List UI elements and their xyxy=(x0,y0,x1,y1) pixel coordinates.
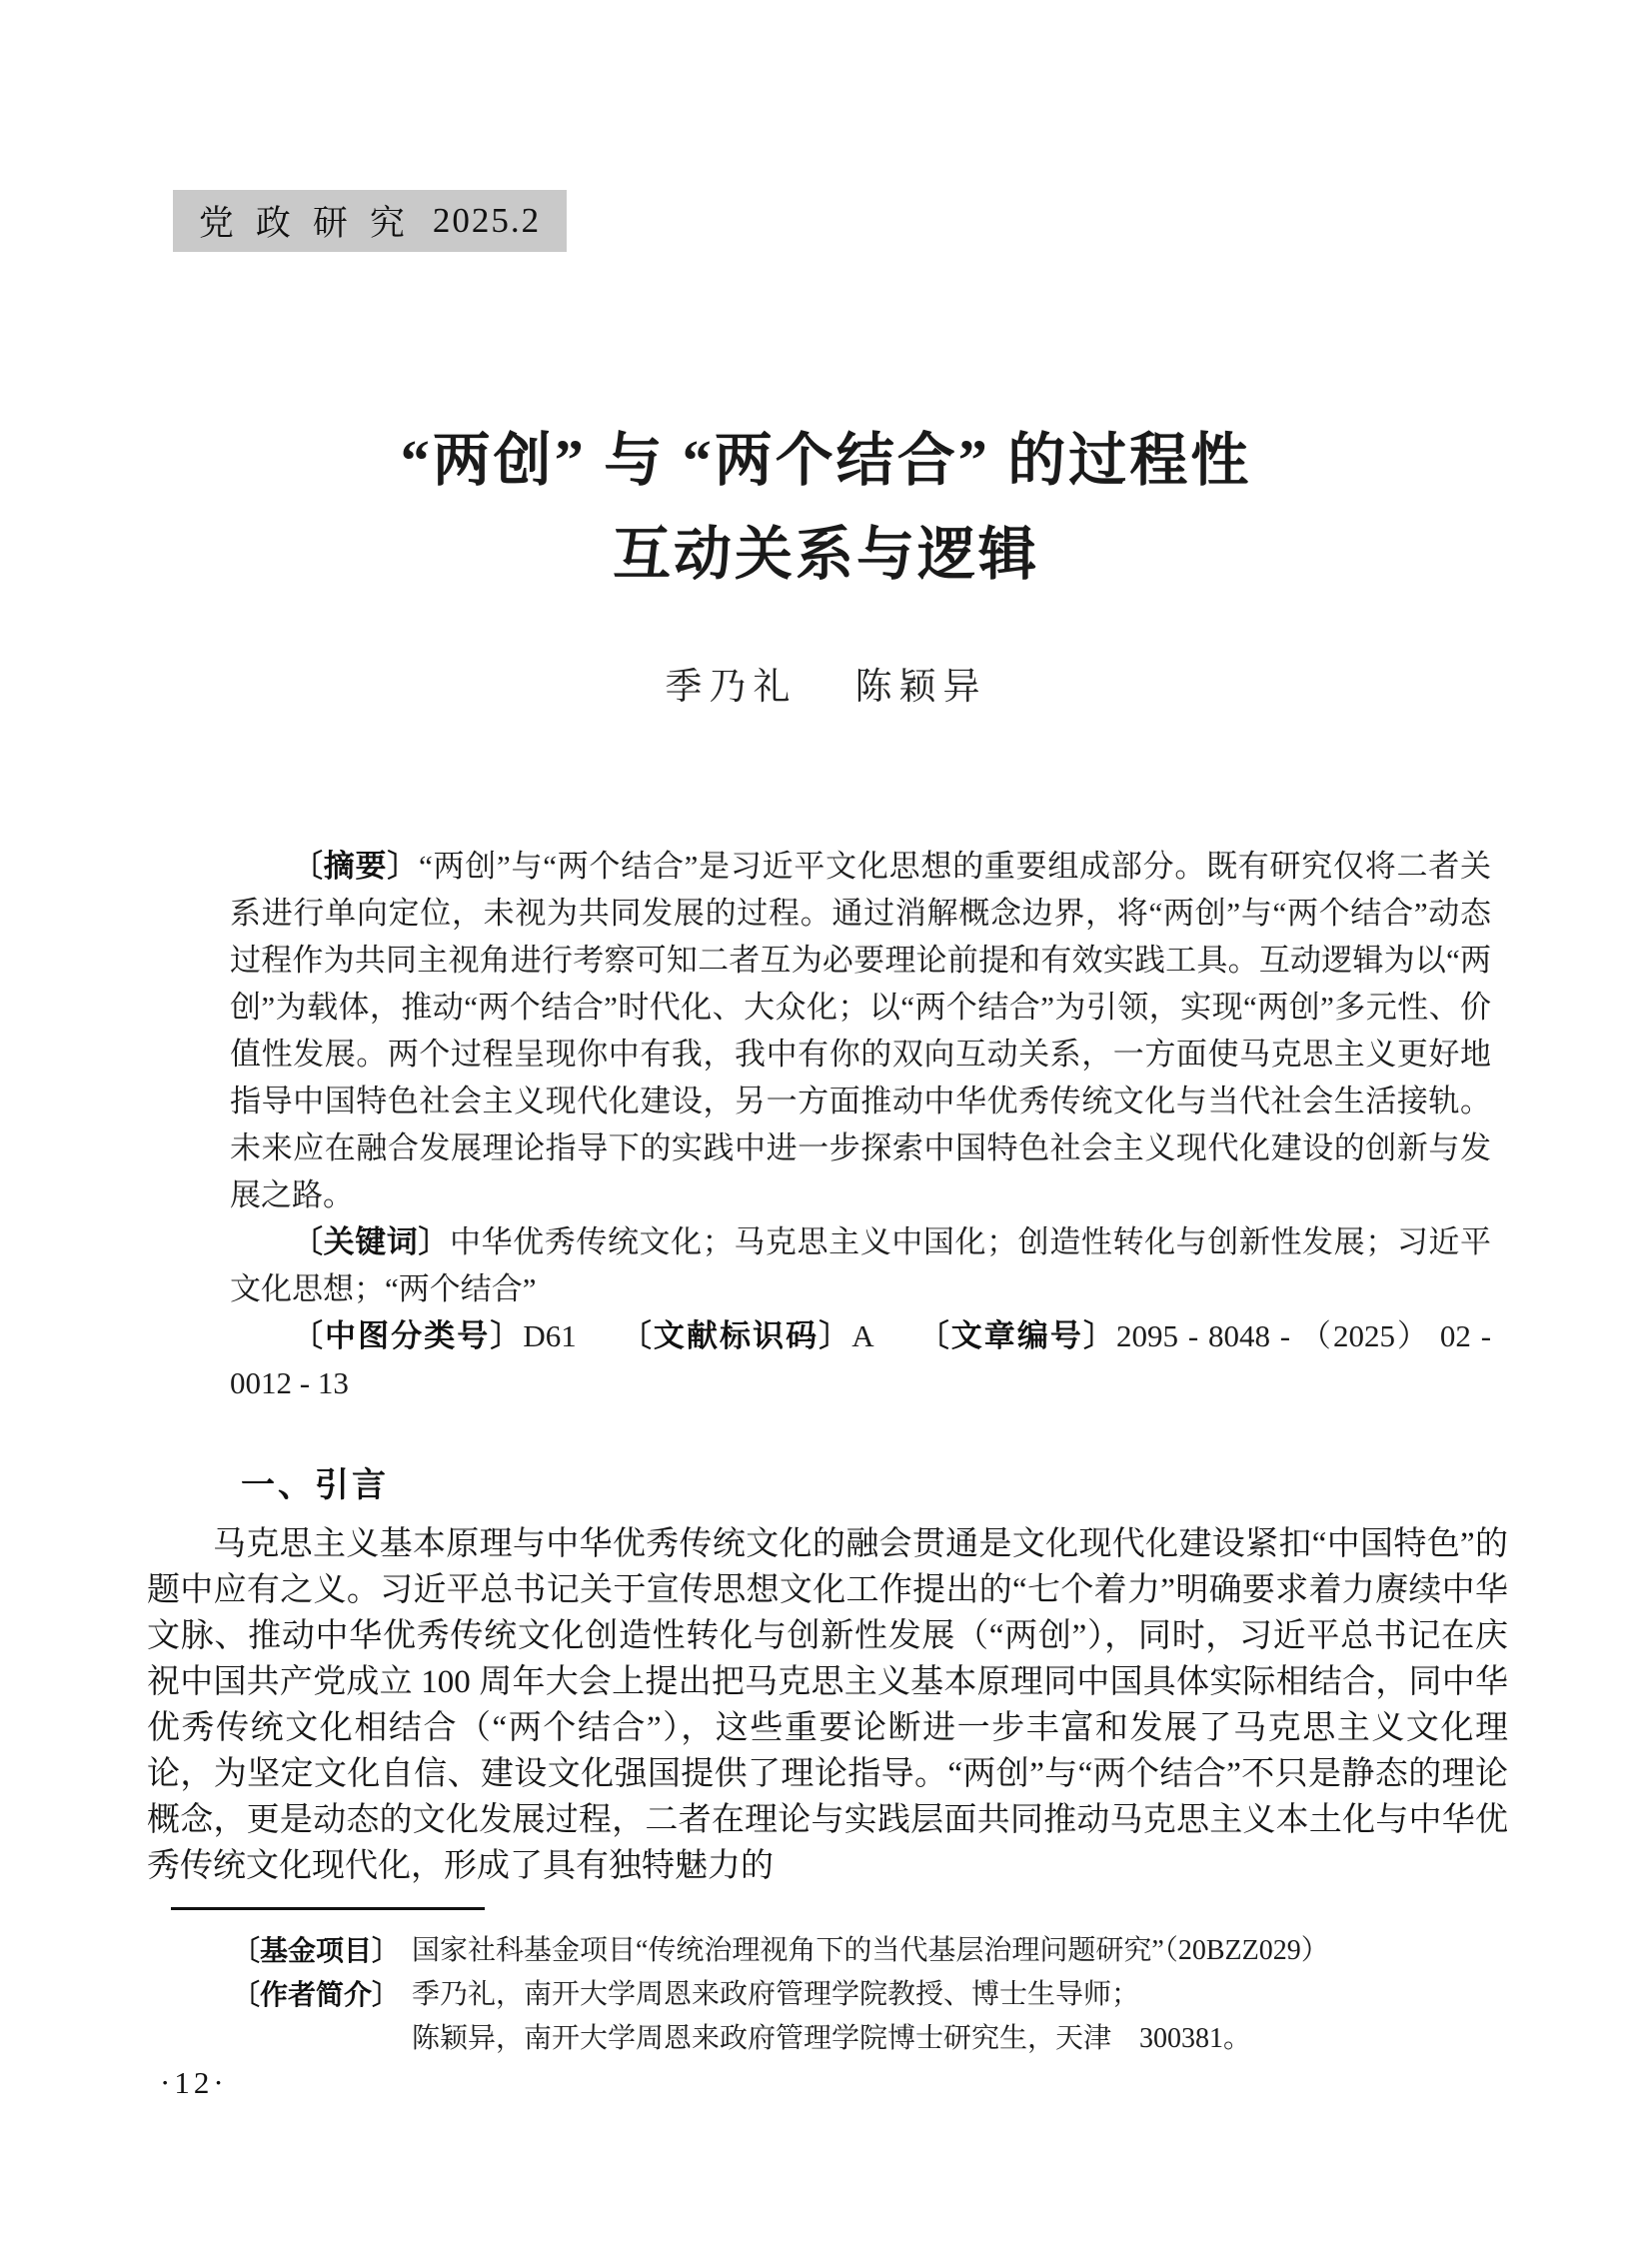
footnote-bio-continuation-row xyxy=(232,2017,1523,2061)
article-meta-block xyxy=(230,843,1491,1406)
document-code-label: 〔文献标识码〕 xyxy=(618,1318,852,1353)
clc-label: 〔中图分类号〕 xyxy=(292,1318,524,1353)
fund-project-text: 国家社科基金项目“传统治理视角下的当代基层治理问题研究”（20BZZ029） xyxy=(412,1935,1329,1966)
author-bio-text-2: 陈颖异，南开大学周恩来政府管理学院博士研究生，天津 300381。 xyxy=(412,2023,1252,2054)
footnote-label-spacer xyxy=(232,2017,412,2061)
journal-name: 党政研究 xyxy=(198,204,427,243)
document-code-value: A xyxy=(851,1318,874,1353)
keywords-paragraph xyxy=(230,1218,1491,1312)
classification-line xyxy=(230,1312,1491,1406)
abstract-label: 〔摘要〕 xyxy=(292,849,419,884)
footnote-bio-row xyxy=(232,1973,1523,2017)
journal-issue: 2025.2 xyxy=(432,201,542,240)
keywords-text: 中华优秀传统文化；马克思主义中国化；创造性转化与创新性发展；习近平文化思想；“两个结合” xyxy=(230,1224,1492,1306)
article-id-label: 〔文章编号〕 xyxy=(915,1318,1117,1353)
body-paragraph: 马克思主义基本原理与中华优秀传统文化的融会贯通是文化现代化建设紧扣“中国特色”的题中应有之义。习近平总书记关于宣传思想文化工作提出的“七个着力”明确要求着力赓续中华文脉、推动中华优秀传统文化创造性转化与创新性发展（“两创”），同时，习近平总书记在庆祝中国共产党成立 100 周年大会上提出把马克思主义基本原理同中国具体实际相结合，同中华优秀传统文化相结合（“两个结合”），这些重要论断进一步丰富和发展了马克思主义文化理论，为坚定文化自信、建设文化强国提供了理论指导。“两创”与“两个结合”不只是静态的理论概念，更是动态的文化发展过程，二者在理论与实践层面共同推动马克思主义本土化与中华优秀传统文化现代化，形成了具有独特魅力的 xyxy=(147,1526,1508,1884)
page-number: ·12· xyxy=(160,2065,228,2100)
article-id-value: 2095 - 8048 - （2025） 02 - 0012 - 13 xyxy=(230,1318,1492,1400)
author-name: 季乃礼 xyxy=(665,667,798,708)
article-title xyxy=(0,414,1652,602)
footnote-block xyxy=(232,1929,1523,2061)
fund-project-label: 〔基金项目〕 xyxy=(232,1935,401,1966)
footnote-separator-rule xyxy=(171,1907,485,1910)
abstract-paragraph xyxy=(230,843,1491,1218)
author-bio-label: 〔作者简介〕 xyxy=(232,1979,401,2010)
keywords-label: 〔关键词〕 xyxy=(292,1224,450,1259)
section-heading-introduction: 一、引言 xyxy=(241,1466,389,1504)
article-title-line1: “两创” 与 “两个结合” 的过程性 xyxy=(400,428,1252,493)
abstract-text: “两创”与“两个结合”是习近平文化思想的重要组成部分。既有研究仅将二者关系进行单向定位，未视为共同发展的过程。通过消解概念边界，将“两创”与“两个结合”动态过程作为共同主视角进行考察可知二者互为必要理论前提和有效实践工具。互动逻辑为以“两创”为载体，推动“两个结合”时代化、大众化；以“两个结合”为引领，实现“两创”多元性、价值性发展。两个过程呈现你中有我，我中有你的双向互动关系，一方面使马克思主义更好地指导中国特色社会主义现代化建设，另一方面推动中华优秀传统文化与当代社会生活接轨。未来应在融合发展理论指导下的实践中进一步探索中国特色社会主义现代化建设的创新与发展之路。 xyxy=(230,849,1492,1212)
clc-value: D61 xyxy=(523,1318,577,1353)
article-title-line2: 互动关系与逻辑 xyxy=(612,522,1039,587)
author-name: 陈颖异 xyxy=(854,667,987,708)
journal-header-badge xyxy=(173,190,567,252)
author-bio-text-1: 季乃礼，南开大学周恩来政府管理学院教授、博士生导师； xyxy=(412,1979,1140,2010)
author-list xyxy=(0,656,1652,710)
footnote-fund-row xyxy=(232,1929,1523,1973)
